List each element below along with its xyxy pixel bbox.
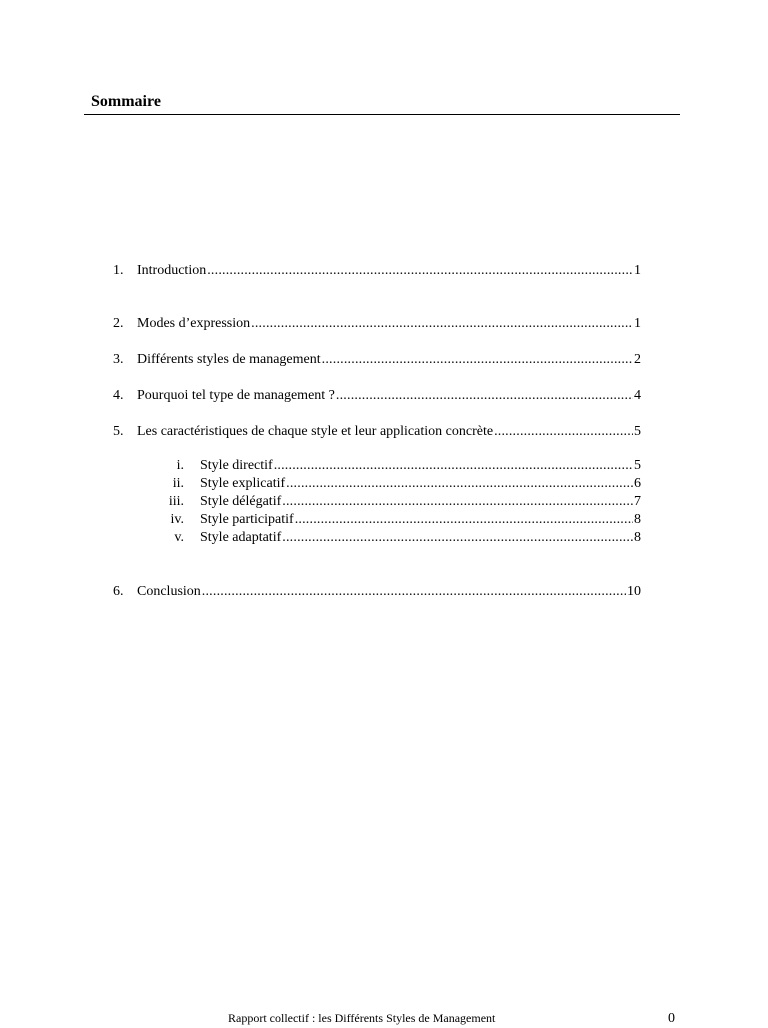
toc-subentry-explicatif[interactable] — [140, 475, 641, 493]
page-title: Sommaire — [91, 93, 161, 110]
toc-entry-caracteristiques[interactable] — [113, 423, 641, 441]
toc-roman-number: iv. — [170, 512, 184, 527]
toc-label: Pourquoi tel type de management ? — [137, 388, 335, 403]
toc-page-number: 5 — [634, 458, 641, 473]
page-header — [84, 90, 680, 115]
toc-dot-leader — [336, 387, 633, 405]
toc-label: Style explicatif — [200, 476, 286, 491]
toc-page-number: 10 — [627, 584, 641, 599]
toc-entry-introduction[interactable] — [113, 262, 641, 280]
toc-subentry-adaptatif[interactable] — [140, 529, 641, 547]
toc-label: Style adaptatif — [200, 530, 282, 545]
toc-page-number: 6 — [634, 476, 641, 491]
toc-label: Différents styles de management — [137, 352, 321, 367]
toc-dot-leader — [286, 475, 633, 493]
toc-dot-leader — [295, 511, 633, 529]
toc-page-number: 1 — [634, 263, 641, 278]
toc-dot-leader — [282, 493, 633, 511]
toc-number: 4. — [113, 388, 124, 403]
toc-label: Style participatif — [200, 512, 294, 527]
toc-dot-leader — [282, 529, 633, 547]
toc-subentry-directif[interactable] — [140, 457, 641, 475]
toc-label: Conclusion — [137, 584, 201, 599]
toc-dot-leader — [251, 315, 633, 333]
toc-label: Introduction — [137, 263, 207, 278]
toc-subentry-participatif[interactable] — [140, 511, 641, 529]
toc-page-number: 8 — [634, 512, 641, 527]
toc-dot-leader — [207, 262, 633, 280]
toc-number: 2. — [113, 316, 124, 331]
toc-number: 1. — [113, 263, 124, 278]
toc-number: 6. — [113, 584, 124, 599]
toc-dot-leader — [202, 583, 626, 601]
toc-label: Style directif — [200, 458, 273, 473]
toc-dot-leader — [494, 423, 633, 441]
toc-page-number: 4 — [634, 388, 641, 403]
toc-label: Les caractéristiques de chaque style et leur application concrète — [137, 424, 494, 439]
toc-label: Style délégatif — [200, 494, 282, 509]
toc-page-number: 8 — [634, 530, 641, 545]
toc-subentry-delegatif[interactable] — [140, 493, 641, 511]
toc-page-number: 1 — [634, 316, 641, 331]
toc-roman-number: v. — [174, 530, 184, 545]
toc-page-number: 7 — [634, 494, 641, 509]
page-footer-text: Rapport collectif : les Différents Styles de Management — [228, 1011, 496, 1025]
toc-entry-conclusion[interactable] — [113, 583, 641, 601]
toc-roman-number: i. — [176, 458, 184, 473]
toc-dot-leader — [322, 351, 633, 369]
toc-roman-number: ii. — [172, 476, 184, 491]
toc-entry-modes-expression[interactable] — [113, 315, 641, 333]
toc-number: 3. — [113, 352, 124, 367]
toc-roman-number: iii. — [168, 494, 184, 509]
page-footer-number: 0 — [668, 1011, 675, 1026]
toc-entry-pourquoi[interactable] — [113, 387, 641, 405]
toc-dot-leader — [274, 457, 633, 475]
toc-page-number: 2 — [634, 352, 641, 367]
toc-page-number: 5 — [634, 424, 641, 439]
toc-entry-differents-styles[interactable] — [113, 351, 641, 369]
toc-number: 5. — [113, 424, 124, 439]
toc-label: Modes d’expression — [137, 316, 251, 331]
